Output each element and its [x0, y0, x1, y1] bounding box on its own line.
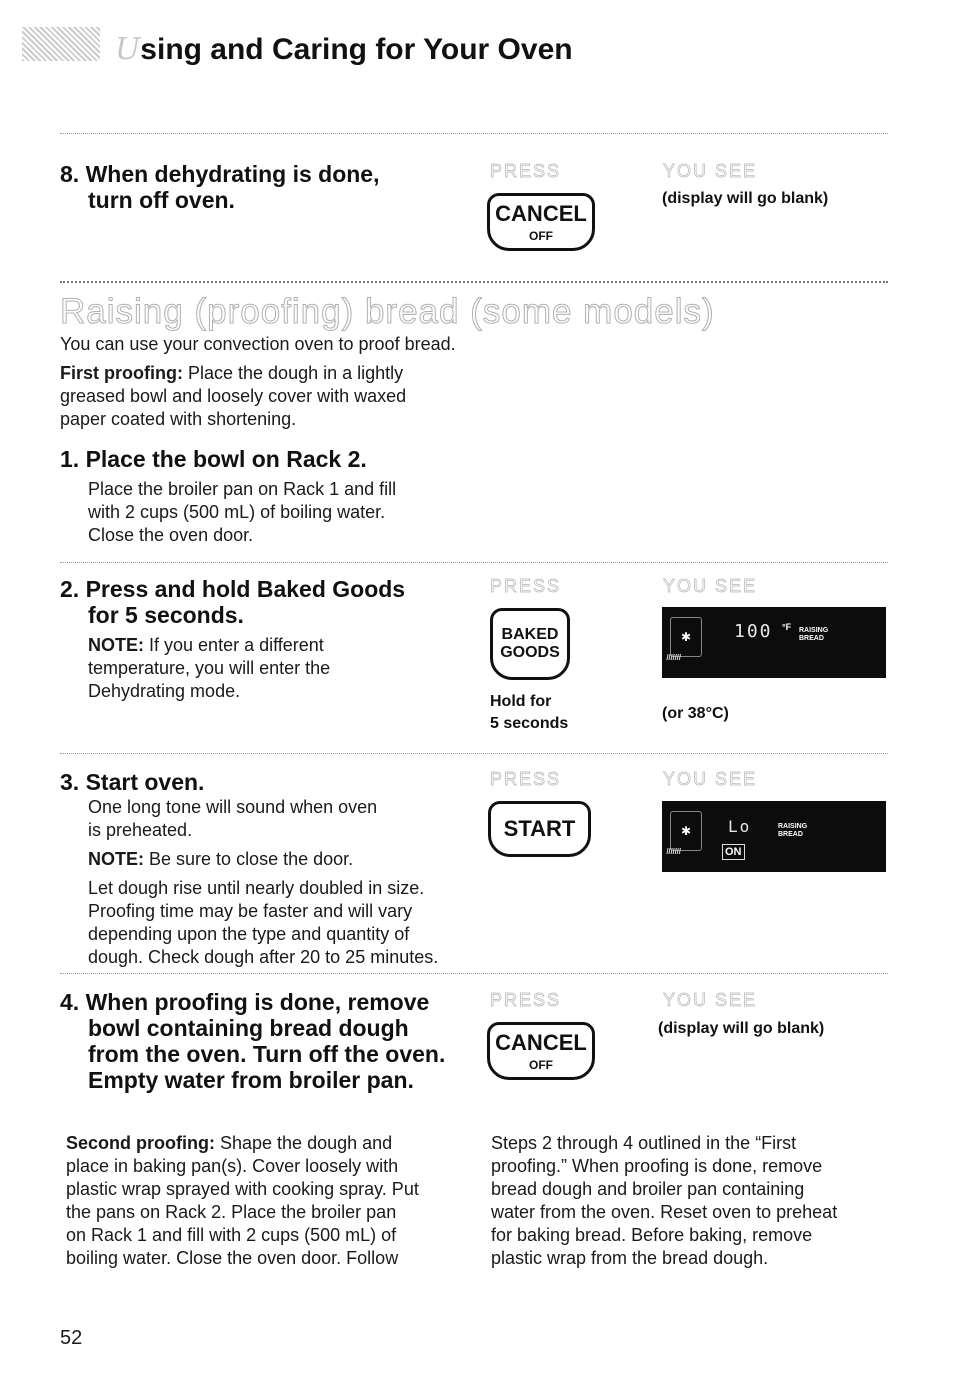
display-mode-line1: RAISING: [799, 627, 829, 634]
oven-display: [662, 607, 886, 678]
press-label: PRESS: [490, 161, 562, 181]
page-title-initial: U: [115, 32, 141, 67]
second-proofing-left-line2: place in baking pan(s). Cover loosely with: [66, 1156, 399, 1176]
step1-line3: Close the oven door.: [88, 525, 254, 545]
header-decoration: [22, 27, 100, 61]
section-intro: [60, 333, 530, 431]
display-note: (display will go blank): [662, 190, 829, 207]
second-proofing-right: [491, 1132, 911, 1270]
display-mode-line1: RAISING: [778, 823, 808, 830]
step1-title: 1. Place the bowl on Rack 2.: [60, 446, 367, 472]
you-see-label: YOU SEE: [663, 161, 758, 181]
divider: [60, 753, 888, 754]
step1-body: [88, 478, 396, 547]
display-on-indicator: ON: [722, 844, 745, 860]
display-value: Lo: [728, 817, 752, 836]
step8-title: [60, 161, 379, 213]
step3-title: 3. Start oven.: [60, 769, 205, 795]
step3-extra-line1: Let dough rise until nearly doubled in size.: [88, 878, 425, 898]
start-button-label: START: [503, 816, 576, 841]
baked-goods-line2: GOODS: [500, 644, 560, 661]
display-note: (display will go blank): [658, 1020, 825, 1037]
step8-title-line1: 8. When dehydrating is done,: [60, 161, 380, 187]
step3-extra-line2: Proofing time may be faster and will vary: [88, 901, 413, 921]
section-title: Raising (proofing) bread (some models): [60, 292, 715, 331]
step3-line2: is preheated.: [88, 820, 193, 840]
divider: [60, 281, 888, 283]
cancel-button[interactable]: [487, 193, 595, 251]
step3-extra-line3: depending upon the type and quantity of: [88, 924, 410, 944]
baked-goods-line1: BAKED: [501, 626, 559, 643]
step2-note-line3: Dehydrating mode.: [88, 681, 241, 701]
step4-title-line3: from the oven. Turn off the oven.: [88, 1041, 446, 1067]
display-value: 100: [734, 621, 773, 642]
second-proofing-right-line3: bread dough and broiler pan containing: [491, 1179, 805, 1199]
hold-line1: Hold for: [490, 693, 552, 710]
second-proofing-right-line5: for baking bread. Before baking, remove: [491, 1225, 813, 1245]
first-proofing-paragraph: [60, 362, 530, 431]
page-title-text: sing and Caring for Your Oven: [140, 33, 573, 66]
convection-icon: ✱: [670, 811, 702, 851]
display-note: (or 38°C): [662, 705, 729, 722]
second-proofing-left-line6: boiling water. Close the oven door. Follow: [66, 1248, 399, 1268]
step2-title: [60, 576, 405, 628]
display-unit: °F: [782, 622, 792, 632]
step3-body: [88, 796, 478, 969]
display-mode: [778, 823, 807, 839]
second-proofing-right-line4: water from the oven. Reset oven to preheat: [491, 1202, 838, 1222]
second-proofing-left: [66, 1132, 476, 1270]
step2-title-line2: for 5 seconds.: [88, 602, 244, 628]
divider: [60, 133, 888, 134]
first-proofing-label: First proofing:: [60, 363, 183, 383]
step3-note-label: NOTE:: [88, 849, 144, 869]
hold-instruction: [490, 691, 568, 735]
step2-note: [88, 634, 330, 703]
second-proofing-left-line3: plastic wrap sprayed with cooking spray. Put: [66, 1179, 419, 1199]
step8-title-line2: turn off oven.: [88, 187, 235, 213]
step2-note-line1: If you enter a different: [149, 635, 324, 655]
display-mode-line2: BREAD: [778, 831, 803, 838]
cancel-button-sublabel: OFF: [529, 229, 553, 243]
step3-note-text: Be sure to close the door.: [149, 849, 354, 869]
page-title: [115, 32, 573, 67]
step1-line2: with 2 cups (500 mL) of boiling water.: [88, 502, 386, 522]
display-ticks: ııııııı: [666, 845, 681, 857]
intro-line: You can use your convection oven to proof bread.: [60, 334, 456, 354]
cancel-button-sublabel: OFF: [529, 1058, 553, 1072]
step2-title-line1: 2. Press and hold Baked Goods: [60, 576, 406, 602]
second-proofing-label: Second proofing:: [66, 1133, 215, 1153]
step4-title-line1: 4. When proofing is done, remove: [60, 989, 430, 1015]
hold-line2: 5 seconds: [490, 715, 569, 732]
second-proofing-right-line1: Steps 2 through 4 outlined in the “First: [491, 1133, 797, 1153]
first-proofing-line2: greased bowl and loosely cover with waxed: [60, 386, 407, 406]
step3-extra-line4: dough. Check dough after 20 to 25 minutes.: [88, 947, 439, 967]
step3-line1: One long tone will sound when oven: [88, 797, 378, 817]
step4-title-line4: Empty water from broiler pan.: [88, 1067, 414, 1093]
you-see-label: YOU SEE: [663, 576, 758, 596]
cancel-button[interactable]: [487, 1022, 595, 1080]
divider: [60, 973, 888, 974]
display-mode: [799, 627, 828, 643]
second-proofing-right-line6: plastic wrap from the bread dough.: [491, 1248, 769, 1268]
step2-note-label: NOTE:: [88, 635, 144, 655]
divider: [60, 562, 888, 563]
first-proofing-line3: paper coated with shortening.: [60, 409, 297, 429]
cancel-button-label: CANCEL: [495, 201, 587, 226]
second-proofing-left-line4: the pans on Rack 2. Place the broiler pan: [66, 1202, 397, 1222]
press-label: PRESS: [490, 990, 562, 1010]
press-label: PRESS: [490, 769, 562, 789]
press-label: PRESS: [490, 576, 562, 596]
you-see-label: YOU SEE: [663, 769, 758, 789]
page-number: 52: [60, 1327, 83, 1349]
step1-line1: Place the broiler pan on Rack 1 and fill: [88, 479, 397, 499]
oven-display: [662, 801, 886, 872]
cancel-button-label: CANCEL: [495, 1030, 587, 1055]
baked-goods-button[interactable]: [490, 608, 570, 680]
convection-icon: ✱: [670, 617, 702, 657]
first-proofing-line1: Place the dough in a lightly: [188, 363, 404, 383]
step4-title-line2: bowl containing bread dough: [88, 1015, 409, 1041]
display-mode-line2: BREAD: [799, 635, 824, 642]
start-button[interactable]: [488, 801, 591, 857]
second-proofing-right-line2: proofing.” When proofing is done, remove: [491, 1156, 823, 1176]
you-see-label: YOU SEE: [663, 990, 758, 1010]
step4-title: [60, 989, 445, 1093]
step2-note-line2: temperature, you will enter the: [88, 658, 331, 678]
second-proofing-left-line1: Shape the dough and: [220, 1133, 393, 1153]
second-proofing-left-line5: on Rack 1 and fill with 2 cups (500 mL) of: [66, 1225, 397, 1245]
display-ticks: ııııııı: [666, 651, 681, 663]
